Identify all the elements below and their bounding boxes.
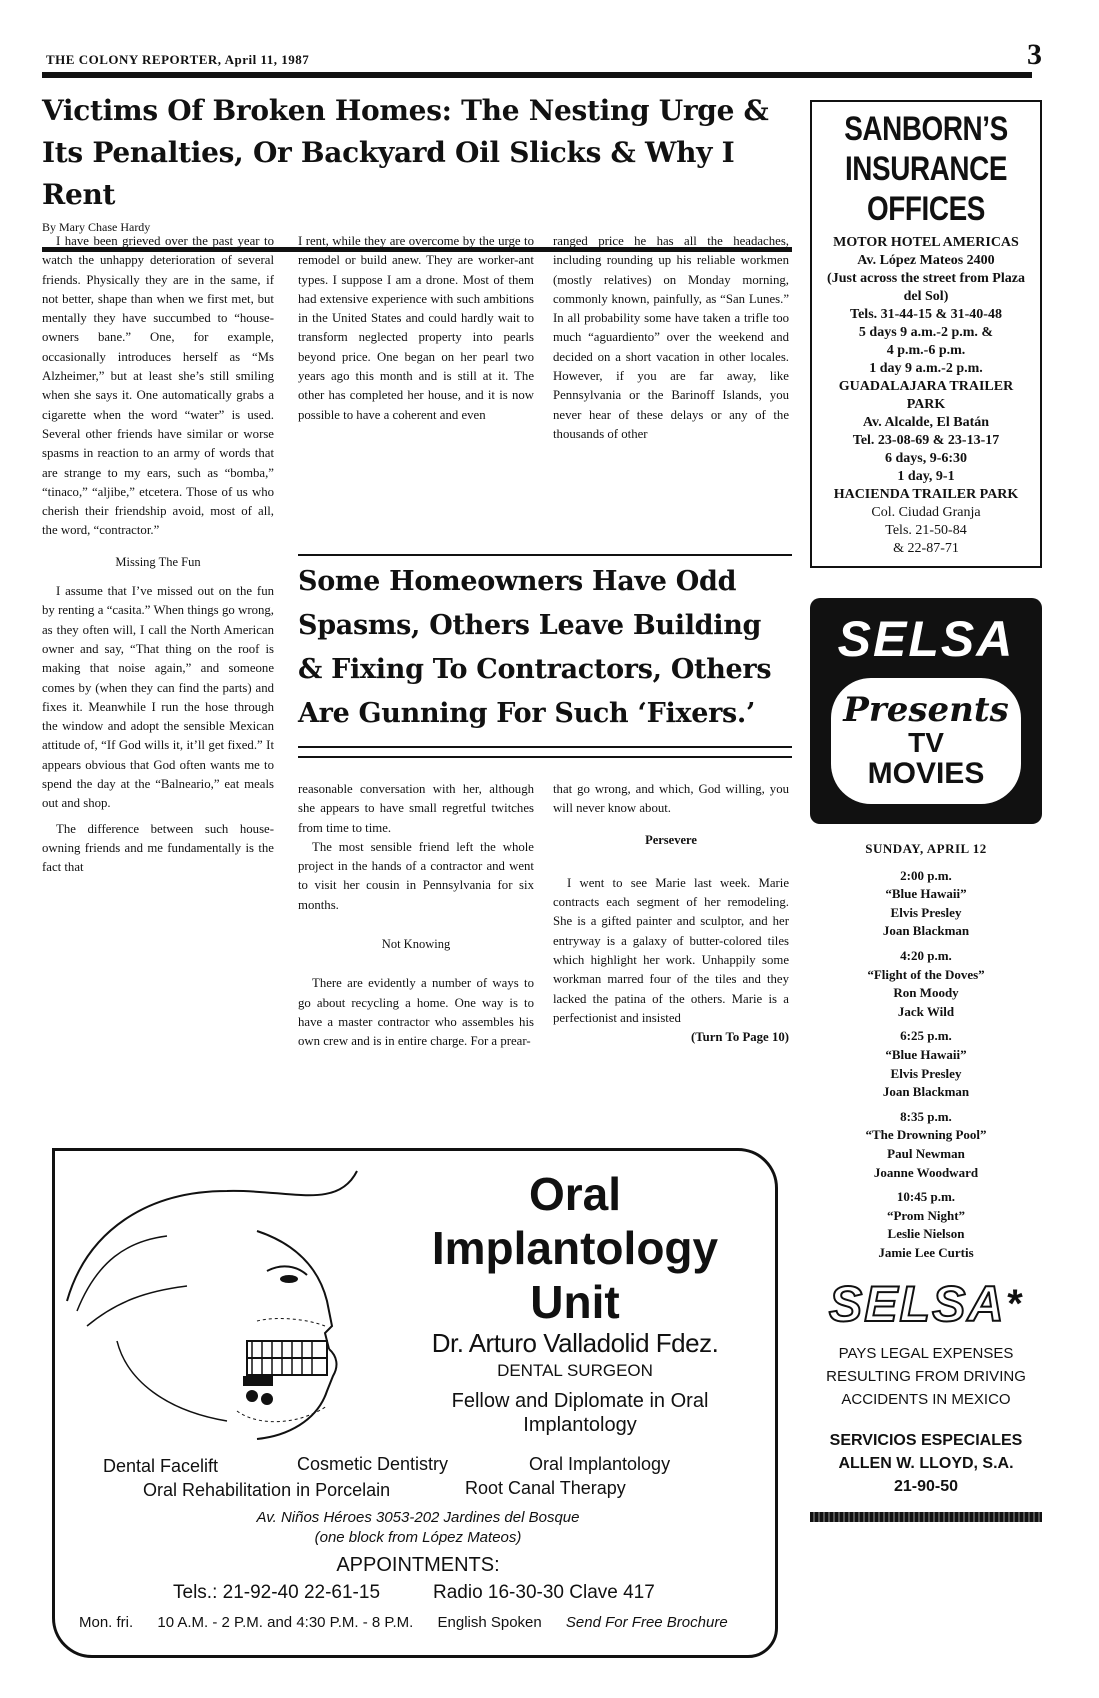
ad-hours-row [79,1613,748,1633]
page-number: 3 [1027,38,1042,71]
movie-title: “Flight of the Doves” [867,966,985,982]
movie-star: Jamie Lee Curtis [878,1244,974,1260]
service-item: Cosmetic Dentistry [297,1454,449,1474]
insurance-line: 6 days, 9-6:30 [884,451,968,466]
insurance-line: Tel. 23-08-69 & 23-13-17 [852,433,1000,448]
movie-star: Jack Wild [897,1003,955,1019]
subheadline-rule-top [298,554,792,556]
selsa-logo-outline [810,1276,1042,1332]
subhead-persevere: Persevere [645,832,697,847]
services-label: SERVICIOS ESPECIALES [829,1432,1023,1450]
movie-listing [810,947,1042,1021]
movie-star: Elvis Presley [890,904,962,920]
movie-star: Paul Newman [887,1145,965,1161]
ad-telephones: Tels.: 21-92-40 22-61-15 [173,1582,381,1603]
insurance-line: 1 day 9 a.m.-2 p.m. [869,361,983,376]
col3-paragraph-top: ranged price he has all the headaches, including rounding up his reliable workmen (mostly relatives) on Monday morning, commonly known, painfully, as “San Lunes.” In all probability some have taken a trifle too much “aguardiento” over the weekend and decided on a short vacation in other locales. However, if you are far away, like Pennsylvania or the Barinoff Islands, you never hear of these delays or any of the thousands of other [553,234,789,441]
movie-schedule [810,840,1042,1262]
movie-time: 4:20 p.m. [900,947,952,963]
ad-radio: Radio 16-30-30 Clave 417 [433,1582,655,1603]
subheadline: Some Homeowners Have Odd Spasms, Others Leave Building & Fixing To Contractors, Others Are Gunning For Such ‘Fixers.’ [298,566,772,729]
col1-paragraph-missing: I assume that I’ve missed out on the fun by renting a “casita.” When things go wrong, as they often will, I call the North American owner and say, “That thing on the roof is making that noise again,” and someone comes by (when they can find the parts) and fixes it. Meanwhile I run the hose through the window and adopt the sensible Mexican attitude of, “If God wills it, it’ll get fixed.” It appears obvious that God often wants me to spend the day at the “Balneario,” eat meals out and shop. [42,584,274,811]
ad-title-line-1: Oral [528,1168,622,1220]
doctor-name: Dr. Arturo Valladolid Fdez. [431,1328,719,1358]
movie-listing [810,867,1042,941]
article-column-2-bottom [298,780,534,1052]
presents-label: Presents [843,690,1009,730]
presents-panel [831,678,1021,804]
movie-star: Joanne Woodward [873,1164,979,1180]
insurance-line: 1 day, 9-1 [897,469,955,484]
movie-listing [810,1027,1042,1101]
article-column-3-bottom [553,780,789,1048]
insurance-line: Tels. 31-44-15 & 31-40-48 [850,307,1002,322]
ad-title-line-2: Implantology [431,1222,719,1274]
movie-title: “Blue Hawaii” [885,886,967,902]
insurance-line: & 22-87-71 [893,541,959,556]
movie-time: 8:35 p.m. [900,1108,952,1124]
face-illustration-icon [57,1151,417,1441]
movie-title: “Blue Hawaii” [885,1046,967,1062]
insurance-line: Av. López Mateos 2400 [857,253,995,268]
sidebar-bottom-bar [810,1512,1042,1522]
insurance-name-line-2: INSURANCE [844,150,1008,188]
movie-title: “The Drowning Pool” [865,1127,987,1143]
ad-title-line-3: Unit [530,1276,620,1328]
fellow-diplomate: Fellow and Diplomate in Oral Implantology [451,1390,709,1436]
insurance-line: 4 p.m.-6 p.m. [886,343,966,358]
selsa-tv-movies-ad [810,598,1042,824]
masthead-rule [42,72,1032,78]
headline-line-2: Its Penalties, Or Backyard Oil Slicks & Why I Rent [42,136,735,211]
ad-brochure: Send For Free Brochure [565,1614,728,1631]
selsa-logo-text: SELSA [828,1276,1006,1333]
movie-title: “Prom Night” [886,1207,966,1223]
movie-star: Joan Blackman [882,1084,970,1100]
movie-star: Leslie Nielson [887,1226,965,1242]
insurance-name-line-1: SANBORN’S [844,110,1008,148]
ad-days: Mon. fri. [79,1614,134,1631]
col2-paragraph-not-knowing: There are evidently a number of ways to go about recycling a home. One way is to have a master contractor who assembles his own crew and is in entire charge. For a prear- [298,976,534,1049]
ad-address-note: (one block from López Mateos) [314,1529,522,1546]
insurance-line: GUADALAJARA TRAILER PARK [838,379,1014,412]
article-column-2-top [298,232,534,425]
selsa-pays-legal: PAYS LEGAL EXPENSES RESULTING FROM DRIVING ACCIDENTS IN MEXICO [826,1345,1026,1409]
col2-paragraph-bottom: reasonable conversation with her, although she appears to have small regretful twitches from time to time. [298,782,534,835]
ad-address: Av. Niños Héroes 3053-202 Jardines del Bosque [256,1509,580,1526]
insurance-line: MOTOR HOTEL AMERICAS [833,235,1019,250]
movie-time: 10:45 p.m. [896,1189,956,1205]
insurance-name-line-3: OFFICES [867,190,985,228]
col3-paragraph-persevere: I went to see Marie last week. Marie contracts each segment of her remodeling. She is a gifted painter and sculptor, and her entryway is a galaxy of butter-colored tiles which highlight her work. Unhappily some workman marred four of the tiles and they lacked the patina of the others. Marie is a perfectionist and insisted [553,875,789,1025]
col2-paragraph-sensible: The most sensible friend left the whole project in the hands of a contractor and went to visit her cousin in Pennsylvania for six months. [298,839,534,912]
article-header [42,90,792,252]
col3-paragraph-bottom: that go wrong, and which, God willing, you will never know about. [553,782,789,816]
turn-to-page: (Turn To Page 10) [690,1030,789,1045]
subheadline-rule-bottom-2 [298,756,792,758]
movie-star: Ron Moody [893,985,959,1001]
tv-label: TV [908,727,944,758]
movie-listing [810,1188,1042,1262]
service-item: Root Canal Therapy [465,1478,626,1498]
service-item: Oral Rehabilitation in Porcelain [143,1480,391,1500]
byline: By Mary Chase Hardy [42,220,151,234]
schedule-day: SUNDAY, APRIL 12 [865,841,987,856]
insurance-line: Av. Alcalde, El Batán [862,415,990,430]
masthead-title: THE COLONY REPORTER, April 11, 1987 [46,52,310,67]
col1-paragraph-intro: I have been grieved over the past year to watch the unhappy deterioration of several friends. Physically they are in the same, if not better, shape than when we first met, but mentally they have succumbed to “house-owners bane.” One, for example, occasionally introduces herself as “Ms Alzheimer,” but at least she’s still smiling when she says it. One automatically grabs a cigarette when the word “water” is used. Several other friends have similar or worse spasms in reaction to an army of words that are strange to my ears, such as “bomba,” “tinaco,” “aljibe,” etcetera. Those of us who cherish their friendship avoid, most of all, the word, “contractor.” [42,234,274,538]
appointments-label: APPOINTMENTS: [336,1554,500,1576]
headline-line-1: Victims Of Broken Homes: The Nesting Urge & [42,94,769,127]
insurance-line: Tels. 21-50-84 [885,523,967,538]
selsa-logo: SELSA [837,611,1015,667]
dental-ad [52,1148,778,1658]
col1-paragraph-difference: The difference between such house-owning friends and me fundamentally is the fact that [42,821,274,875]
movie-star: Joan Blackman [882,923,970,939]
company-phone: 21-90-50 [893,1478,959,1496]
insurance-line: Col. Ciudad Granja [871,505,981,520]
article-column-3-top [553,232,789,444]
movie-time: 6:25 p.m. [900,1028,952,1044]
movies-label: MOVIES [867,757,985,790]
ad-title [395,1167,755,1329]
dental-surgeon-label: DENTAL SURGEON [497,1361,653,1380]
movie-listing [810,1108,1042,1182]
company-name: ALLEN W. LLOYD, S.A. [838,1455,1014,1473]
insurance-ad [810,100,1042,568]
service-item: Oral Implantology [529,1454,671,1474]
insurance-line: (Just across the street from Plaza del Sol) [827,271,1025,304]
masthead [42,38,1042,78]
insurance-line: 5 days 9 a.m.-2 p.m. & [858,325,994,340]
service-item: Dental Facelift [103,1456,219,1476]
movie-star: Elvis Presley [890,1065,962,1081]
sidebar [810,100,1042,1522]
subheadline-rule-bottom-1 [298,746,792,748]
subhead-missing-the-fun: Missing The Fun [115,554,201,569]
selsa-services [810,1429,1042,1498]
ad-hours: 10 A.M. - 2 P.M. and 4:30 P.M. - 8 P.M. [157,1614,414,1631]
asterisk-icon: * [1005,1282,1024,1327]
subhead-not-knowing: Not Knowing [381,937,451,952]
movie-time: 2:00 p.m. [900,867,952,883]
col2-paragraph-top: I rent, while they are overcome by the urge to remodel or build anew. They are worker-ant types. I suppose I am a drone. Most of them had extensive experience with such ambitions in the United States and could hardly wait to transform neglected property into pearls beyond price. One began on her pearl two years ago this month and is still at it. The other has completed her house, and it is now possible to have a coherent and even [298,234,534,422]
article-column-1 [42,232,274,878]
insurance-line: HACIENDA TRAILER PARK [833,487,1019,502]
ad-english-spoken: English Spoken [437,1614,542,1631]
